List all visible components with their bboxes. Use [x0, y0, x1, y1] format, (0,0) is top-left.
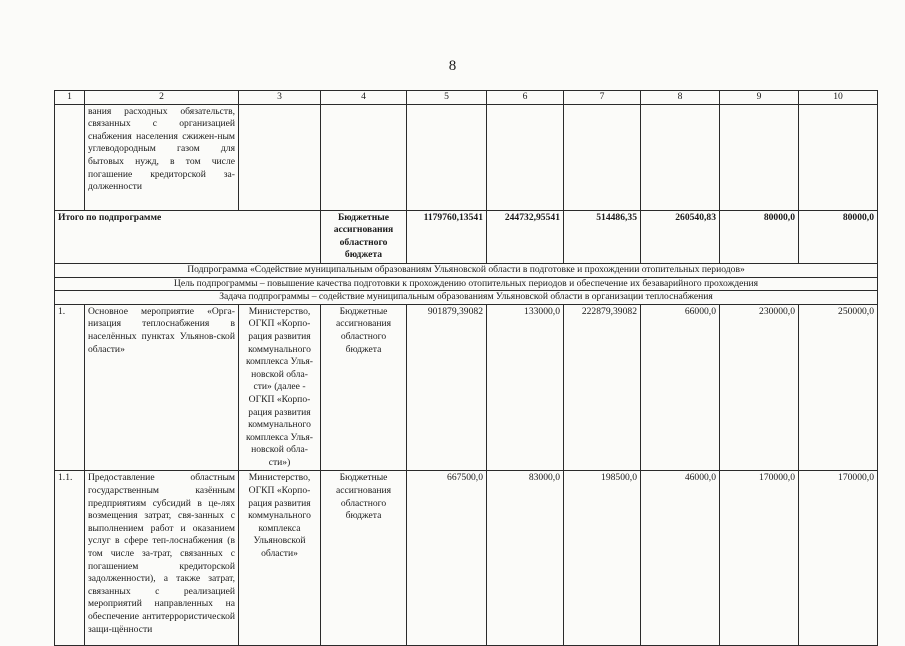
column-number: 1	[55, 91, 85, 105]
table-row-subprogram-task	[55, 291, 878, 305]
amount-year: 250000,0	[799, 304, 878, 471]
column-number: 7	[564, 91, 641, 105]
amount-year: 133000,0	[487, 304, 564, 471]
amount-year: 260540,83	[641, 210, 720, 263]
subprogram-goal: Цель подпрограммы – повышение качества подготовки к прохождению отопительных периодов и обеспечение их безаварийного прохождения	[55, 277, 878, 291]
row-number: 1.1.	[55, 471, 85, 646]
amount-year: 80000,0	[799, 210, 878, 263]
column-number: 4	[321, 91, 407, 105]
subprogram-task: Задача подпрограммы – содействие муниципальным образованиям Ульяновской области в организации теплоснабжения	[55, 291, 878, 305]
table-row-sub-measure	[55, 471, 878, 646]
amount-year: 66000,0	[641, 304, 720, 471]
funding-source: Бюджетные ассигнования областного бюджета	[321, 471, 407, 646]
total-label: Итого по подпрограмме	[55, 210, 321, 263]
amount-year: 46000,0	[641, 471, 720, 646]
column-number: 8	[641, 91, 720, 105]
page-number: 8	[448, 58, 457, 74]
column-number: 3	[239, 91, 321, 105]
subprogram-title: Подпрограмма «Содействие муниципальным образованиям Ульяновской области в подготовке и прохождении отопительных периодов»	[55, 263, 878, 277]
amount-total: 1179760,13541	[407, 210, 487, 263]
table-row-continuation	[55, 104, 878, 210]
amount-total: 667500,0	[407, 471, 487, 646]
amount-year: 198500,0	[564, 471, 641, 646]
budget-table	[54, 90, 878, 646]
amount-year: 230000,0	[720, 304, 799, 471]
measure-description: Предоставление областным государственным казённым предприятиям субсидий в це-лях возмещения затрат, свя-занных с выполнением работ и оказанием услуг в сфере теп-лоснабжения (в том числе за-трат, связанных с погашением кредиторской задолженности), а также затрат, связанных с реализацией мероприятий направленных на обеспечение антитеррористической защи-щённости	[85, 471, 239, 646]
column-number: 9	[720, 91, 799, 105]
column-number: 10	[799, 91, 878, 105]
table-row-main-measure	[55, 304, 878, 471]
amount-year: 83000,0	[487, 471, 564, 646]
table-row-subprogram-goal	[55, 277, 878, 291]
measure-description: Основное мероприятие «Орга-низация теплоснабжения в населённых пунктах Ульянов-ской области»	[85, 304, 239, 471]
row-number: 1.	[55, 304, 85, 471]
amount-year: 222879,39082	[564, 304, 641, 471]
amount-total: 901879,39082	[407, 304, 487, 471]
amount-year: 170000,0	[799, 471, 878, 646]
measure-description: вания расходных обязательств, связанных с организацией снабжения населения сжижен-ным углеводородным газом для бытовых нужд, в том числе погашение кредиторской за-долженности	[85, 104, 239, 210]
measure-executor: Министерство, ОГКП «Корпо-рация развития коммунального комплекса Улья-новской обла-сти» (далее - ОГКП «Корпо-рация развития коммунального комплекса Улья-новской обла-сти»)	[239, 304, 321, 471]
funding-source: Бюджетные ассигнования областного бюджета	[321, 304, 407, 471]
column-number-row	[55, 91, 878, 105]
column-number: 6	[487, 91, 564, 105]
amount-year: 244732,95541	[487, 210, 564, 263]
amount-year: 170000,0	[720, 471, 799, 646]
funding-source: Бюджетные ассигнования областного бюджета	[321, 210, 407, 263]
measure-executor: Министерство, ОГКП «Корпо-рация развития коммунального комплекса Ульяновской области»	[239, 471, 321, 646]
column-number: 2	[85, 91, 239, 105]
table-row-subprogram-title	[55, 263, 878, 277]
amount-year: 80000,0	[720, 210, 799, 263]
amount-year: 514486,35	[564, 210, 641, 263]
table-row-subprogram-total	[55, 210, 878, 263]
column-number: 5	[407, 91, 487, 105]
